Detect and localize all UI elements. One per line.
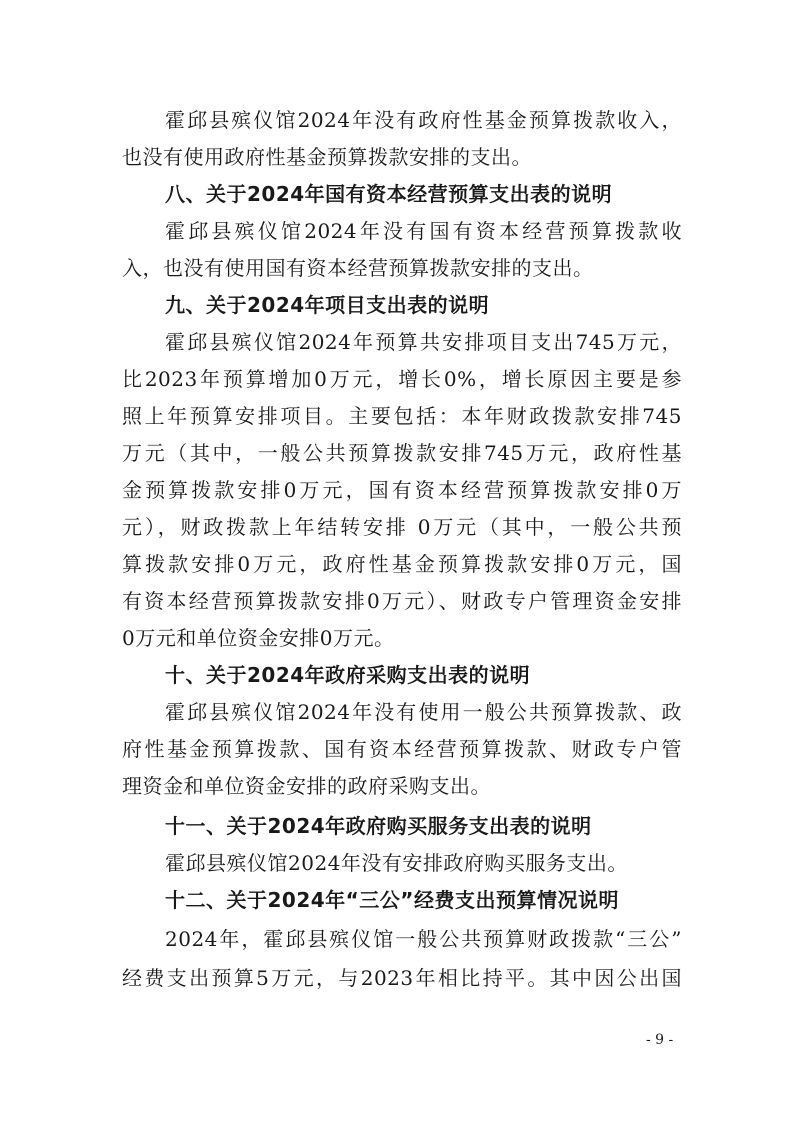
paragraph-line: 照上年预算安排项目。主要包括：本年财政拨款安排745 [122, 404, 682, 428]
section-heading-12: 十二、关于2024年“三公”经费支出预算情况说明 [165, 888, 619, 912]
paragraph-line: 有资本经营预算拨款安排0万元）、财政专户管理资金安排 [122, 589, 682, 613]
paragraph-line: 算拨款安排0万元，政府性基金预算拨款安排0万元，国 [122, 552, 682, 576]
paragraph-line: 入，也没有使用国有资本经营预算拨款安排的支出。 [122, 256, 594, 280]
section-heading-8: 八、关于2024年国有资本经营预算支出表的说明 [165, 182, 613, 206]
paragraph-line: 理资金和单位资金安排的政府采购支出。 [122, 774, 491, 798]
paragraph-line: 经费支出预算5万元，与2023年相比持平。其中因公出国 [122, 966, 682, 990]
page-number: - 9 - [646, 1032, 674, 1048]
section-heading-9: 九、关于2024年项目支出表的说明 [165, 293, 490, 317]
paragraph-line: 比2023年预算增加0万元，增长0%，增长原因主要是参 [122, 367, 682, 391]
paragraph-line: 也没有使用政府性基金预算拨款安排的支出。 [122, 145, 532, 169]
paragraph-line: 万元（其中，一般公共预算拨款安排745万元，政府性基 [122, 441, 682, 465]
paragraph-line: 霍邱县殡仪馆2024年预算共安排项目支出745万元， [165, 330, 682, 354]
paragraph-line: 府性基金预算拨款、国有资本经营预算拨款、财政专户管 [122, 737, 682, 761]
section-heading-11: 十一、关于2024年政府购买服务支出表的说明 [165, 814, 592, 838]
paragraph-line: 元），财政拨款上年结转安排 0万元（其中，一般公共预 [122, 515, 682, 539]
paragraph-line: 霍邱县殡仪馆2024年没有使用一般公共预算拨款、政 [165, 700, 682, 724]
paragraph-line: 霍邱县殡仪馆2024年没有政府性基金预算拨款收入， [165, 108, 682, 132]
paragraph-line: 2024年，霍邱县殡仪馆一般公共预算财政拨款“三公” [165, 927, 682, 951]
paragraph-line: 0万元和单位资金安排0万元。 [122, 626, 395, 650]
paragraph-line: 霍邱县殡仪馆2024年没有安排政府购买服务支出。 [165, 851, 628, 875]
paragraph-line: 金预算拨款安排0万元，国有资本经营预算拨款安排0万 [122, 478, 682, 502]
paragraph-line: 霍邱县殡仪馆2024年没有国有资本经营预算拨款收 [165, 219, 682, 243]
section-heading-10: 十、关于2024年政府采购支出表的说明 [165, 663, 531, 687]
